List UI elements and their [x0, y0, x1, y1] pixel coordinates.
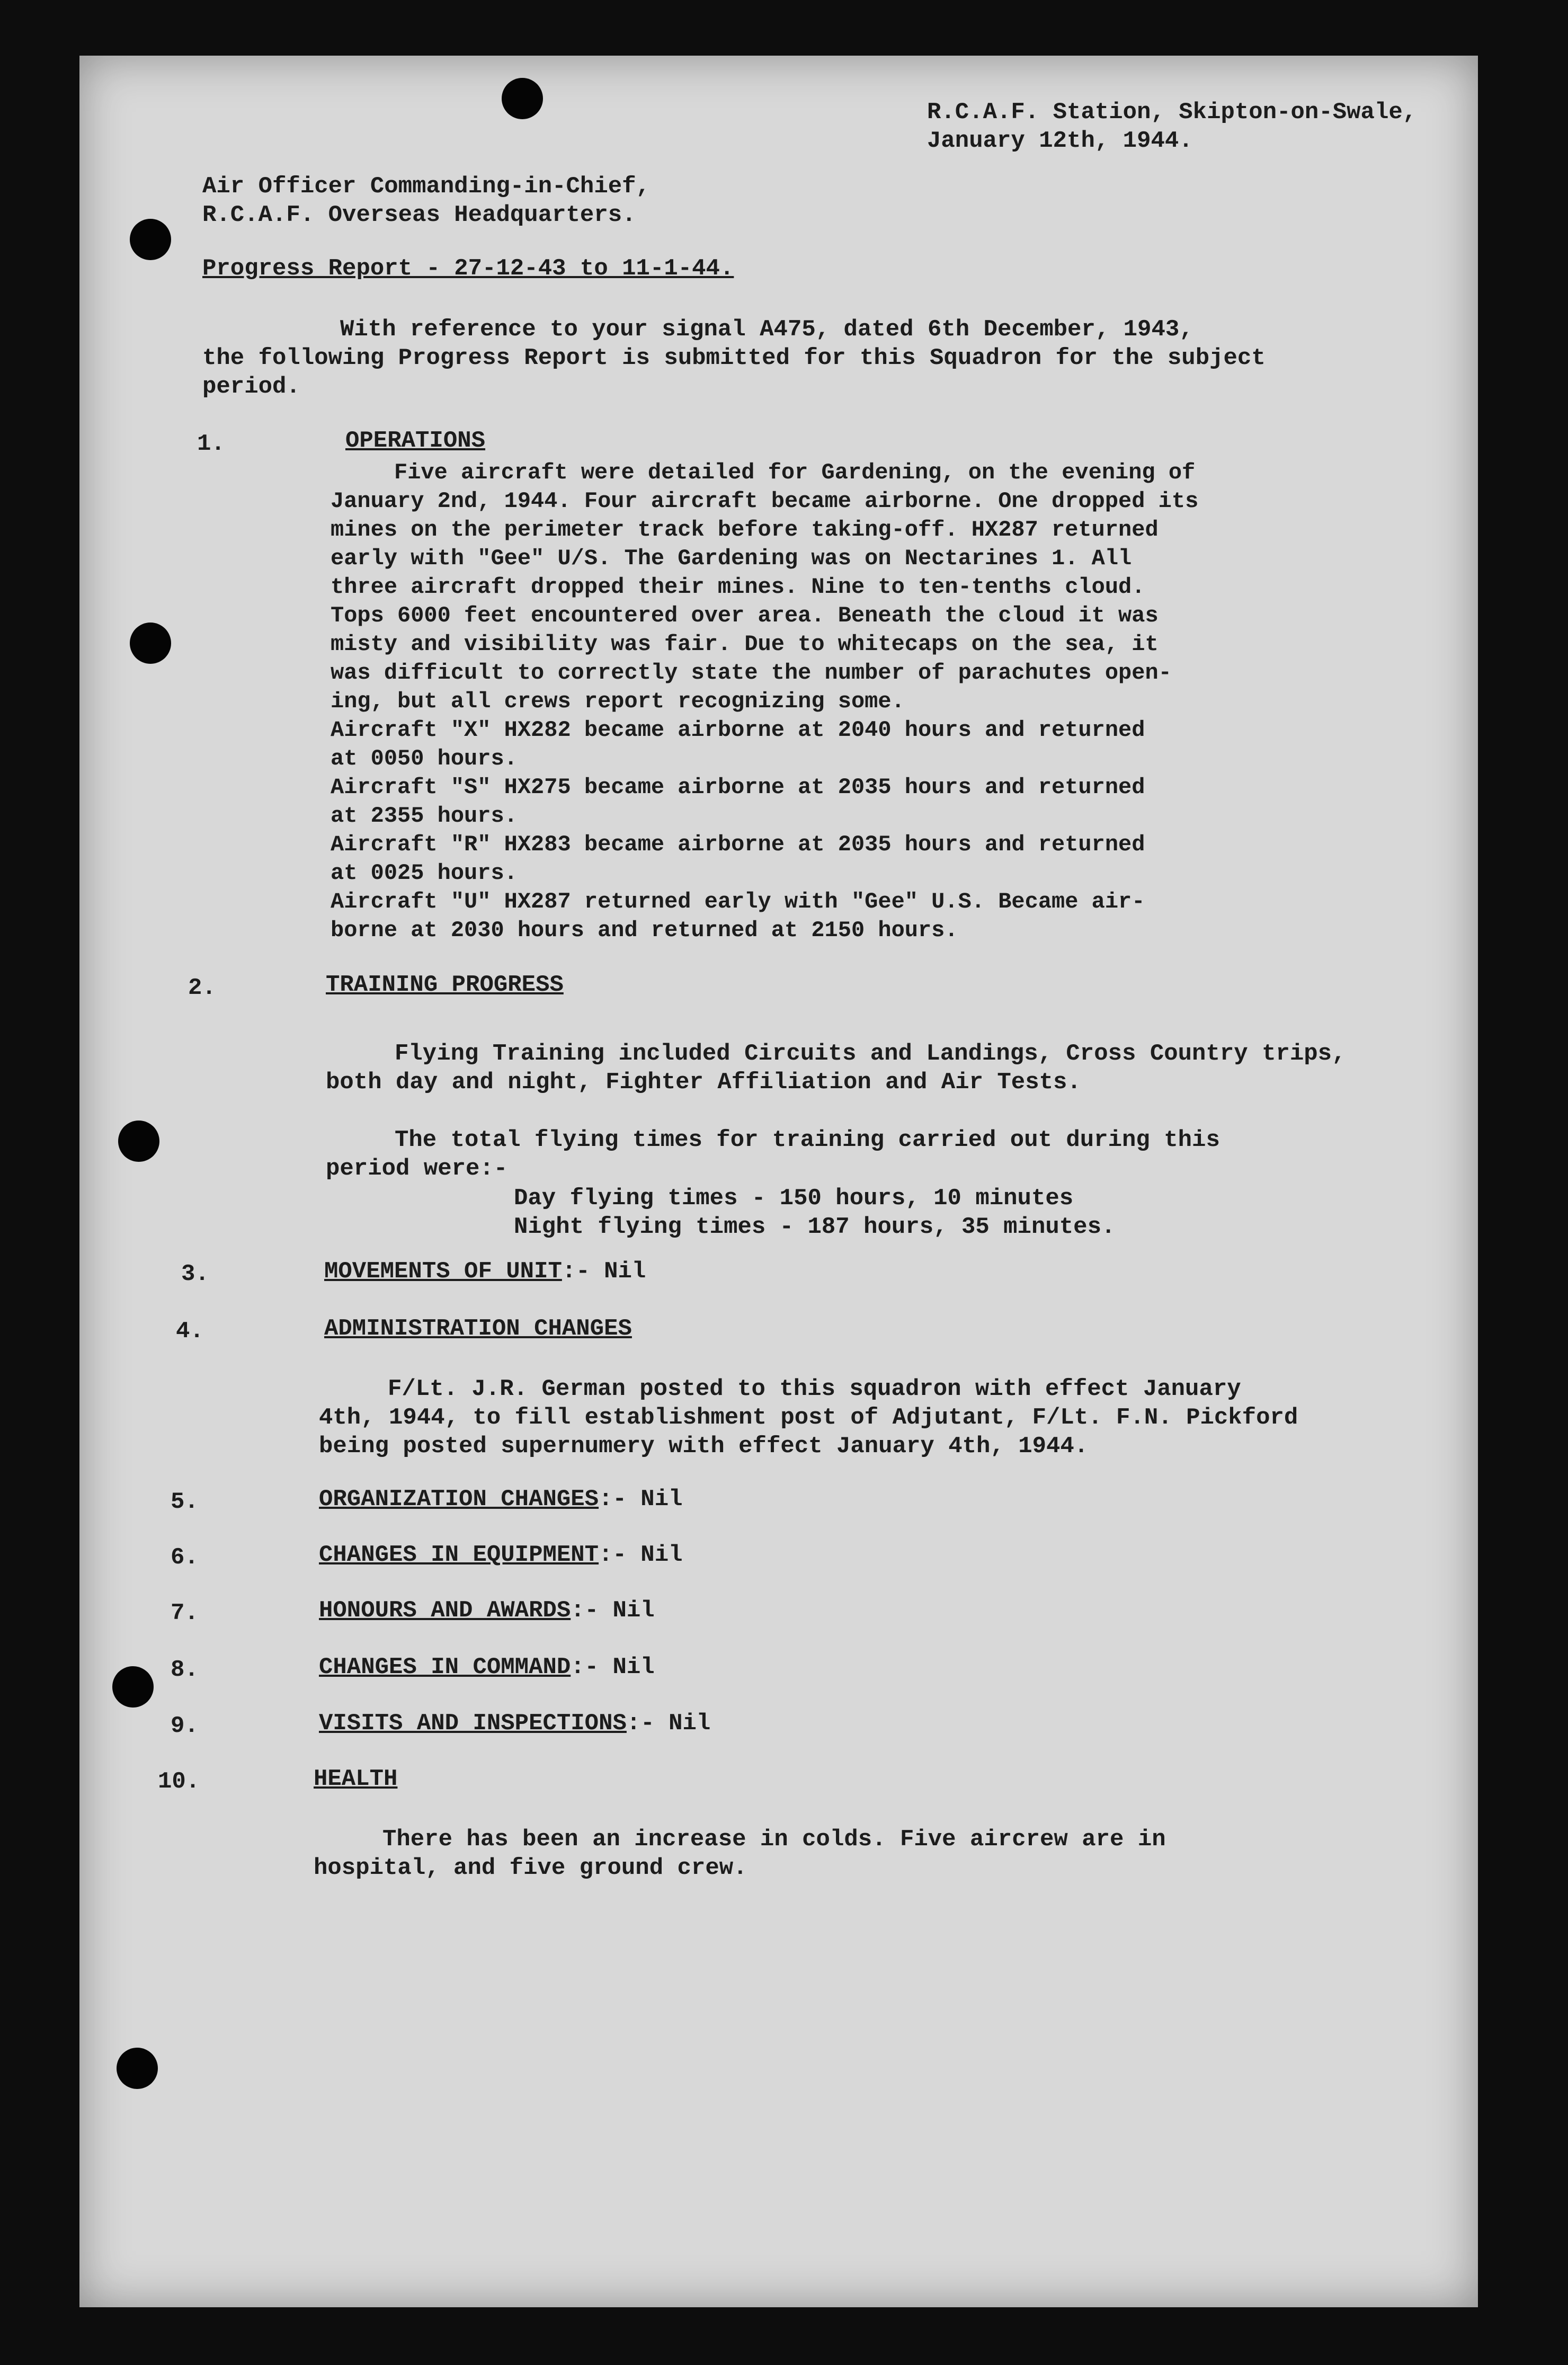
section-heading: TRAINING PROGRESS: [326, 972, 564, 998]
section-heading: CHANGES IN COMMAND: [319, 1654, 571, 1681]
punch-hole: [112, 1666, 154, 1708]
section-heading: ADMINISTRATION CHANGES: [324, 1315, 632, 1342]
body-line: January 2nd, 1944. Four aircraft became airborne. One dropped its: [331, 488, 1199, 514]
date-line: January 12th, 1944.: [927, 128, 1193, 154]
body-line: ing, but all crews report recognizing some.: [331, 689, 905, 714]
body-line: Five aircraft were detailed for Gardening, on the evening of: [394, 460, 1196, 485]
section-number: 2.: [188, 975, 216, 1001]
body-line: Tops 6000 feet encountered over area. Beneath the cloud it was: [331, 603, 1159, 628]
intro-line: the following Progress Report is submitted for this Squadron for the subject: [202, 345, 1266, 371]
document-page: [79, 56, 1478, 2307]
punch-hole: [130, 219, 171, 260]
body-line: Aircraft "S" HX275 became airborne at 2035 hours and returned: [331, 775, 1145, 800]
section-value: :- Nil: [562, 1258, 646, 1285]
body-line: being posted supernumery with effect January 4th, 1944.: [319, 1433, 1089, 1460]
body-line: three aircraft dropped their mines. Nine to ten-tenths cloud.: [331, 574, 1145, 600]
section-value: :- Nil: [571, 1597, 655, 1624]
body-line: Flying Training included Circuits and Landings, Cross Country trips,: [395, 1041, 1346, 1067]
section-line: [319, 1485, 683, 1514]
body-line: hospital, and five ground crew.: [314, 1855, 747, 1881]
body-line: was difficult to correctly state the number of parachutes open-: [331, 660, 1172, 686]
body-line: at 0050 hours.: [331, 746, 518, 771]
section-number: 1.: [197, 431, 225, 457]
section-value: :- Nil: [599, 1486, 683, 1513]
section-line: [319, 1709, 710, 1738]
body-line: There has been an increase in colds. Five aircrew are in: [382, 1826, 1166, 1853]
section-heading: MOVEMENTS OF UNIT: [324, 1258, 562, 1285]
body-line: The total flying times for training carried out during this: [395, 1127, 1220, 1153]
section-number: 7.: [171, 1600, 199, 1626]
section-heading: VISITS AND INSPECTIONS: [319, 1710, 627, 1737]
section-line: [324, 1257, 646, 1286]
body-line: period were:-: [326, 1155, 508, 1182]
section-heading: OPERATIONS: [345, 428, 486, 454]
punch-hole: [118, 1121, 159, 1162]
night-flying-times: Night flying times - 187 hours, 35 minutes.: [514, 1214, 1116, 1240]
section-heading: ORGANIZATION CHANGES: [319, 1486, 599, 1513]
body-line: early with "Gee" U/S. The Gardening was on Nectarines 1. All: [331, 546, 1132, 571]
section-value: :- Nil: [571, 1654, 655, 1681]
section-value: :- Nil: [626, 1710, 711, 1737]
body-line: borne at 2030 hours and returned at 2150 hours.: [331, 918, 958, 943]
day-flying-times: Day flying times - 150 hours, 10 minutes: [514, 1185, 1074, 1212]
section-heading: HEALTH: [314, 1766, 398, 1792]
punch-hole: [117, 2048, 158, 2089]
body-line: Aircraft "X" HX282 became airborne at 2040 hours and returned: [331, 717, 1145, 743]
section-value: :- Nil: [599, 1542, 683, 1568]
subject-line: Progress Report - 27-12-43 to 11-1-44.: [202, 255, 734, 282]
training-paragraph-1: [326, 1039, 1346, 1097]
punch-hole: [130, 623, 171, 664]
operations-body: [331, 458, 1198, 945]
body-line: both day and night, Fighter Affiliation and Air Tests.: [326, 1069, 1081, 1096]
body-line: at 0025 hours.: [331, 860, 518, 886]
section-line: [319, 1541, 683, 1569]
section-line: [319, 1596, 655, 1625]
intro-line: With reference to your signal A475, dated 6th December, 1943,: [340, 316, 1193, 343]
section-number: 5.: [171, 1489, 199, 1515]
punch-hole: [502, 78, 543, 119]
body-line: at 2355 hours.: [331, 803, 518, 829]
body-line: misty and visibility was fair. Due to whitecaps on the sea, it: [331, 632, 1159, 657]
section-number: 4.: [176, 1318, 204, 1345]
training-paragraph-2: [326, 1126, 1220, 1183]
body-line: mines on the perimeter track before taking-off. HX287 returned: [331, 517, 1159, 543]
section-number: 9.: [171, 1713, 199, 1739]
body-line: F/Lt. J.R. German posted to this squadron with effect January: [388, 1376, 1241, 1402]
section-line: [319, 1653, 655, 1682]
section-heading: CHANGES IN EQUIPMENT: [319, 1542, 599, 1568]
section-number: 6.: [171, 1544, 199, 1571]
health-body: [314, 1825, 1166, 1882]
section-heading: HONOURS AND AWARDS: [319, 1597, 571, 1624]
body-line: Aircraft "R" HX283 became airborne at 2035 hours and returned: [331, 832, 1145, 857]
administration-body: [319, 1375, 1298, 1461]
section-number: 10.: [158, 1768, 200, 1795]
intro-line: period.: [202, 374, 300, 400]
station-line: R.C.A.F. Station, Skipton-on-Swale,: [927, 99, 1417, 126]
body-line: Aircraft "U" HX287 returned early with "Gee" U.S. Became air-: [331, 889, 1145, 914]
section-number: 8.: [171, 1657, 199, 1683]
body-line: 4th, 1944, to fill establishment post of Adjutant, F/Lt. F.N. Pickford: [319, 1404, 1298, 1431]
addressee-line-1: Air Officer Commanding-in-Chief,: [202, 173, 650, 200]
addressee-line-2: R.C.A.F. Overseas Headquarters.: [202, 202, 636, 228]
section-number: 3.: [181, 1261, 209, 1287]
intro-paragraph: [202, 315, 1266, 401]
